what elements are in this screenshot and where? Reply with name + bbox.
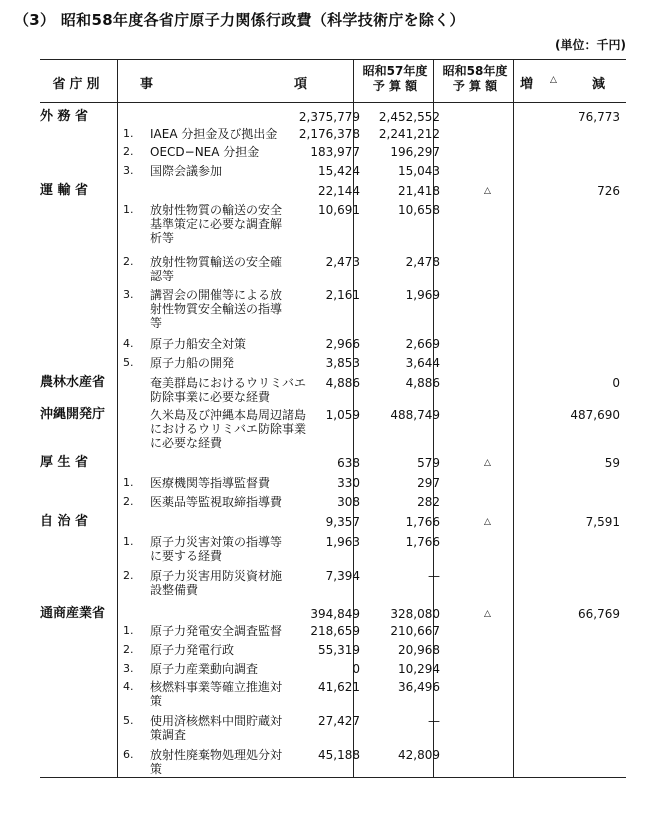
item-label: 原子力災害対策の指導等 に要する経費 — [150, 535, 283, 563]
fy57-value: 2,473 — [325, 255, 360, 269]
diff-value: 59 — [604, 456, 620, 470]
item-number: 5. — [123, 714, 134, 727]
ministry-cell: 運 輸 省 — [40, 183, 89, 198]
header-ministry: 省庁別 — [52, 77, 104, 92]
item-label: 原子力産業動向調査 — [150, 662, 259, 676]
fy57-value: 27,427 — [318, 714, 360, 728]
item-number: 2. — [123, 643, 134, 656]
fy58-value: 328,080 — [390, 607, 440, 621]
fy58-value: 2,669 — [405, 337, 440, 351]
fy57-value: 0 — [352, 662, 360, 676]
fy58-value: 282 — [417, 495, 440, 509]
fy57-value: 394,849 — [310, 607, 360, 621]
fy57-value: 55,319 — [318, 643, 360, 657]
item-number: 2. — [123, 145, 134, 158]
triangle-icon: △ — [484, 517, 491, 527]
item-label: 講習会の開催等による放 射性物質安全輸送の指導 等 — [150, 288, 283, 330]
ministry-cell: 外 務 省 — [40, 109, 89, 124]
divider — [117, 102, 118, 777]
fy57-value: 41,621 — [318, 680, 360, 694]
fy57-value: 2,176,378 — [298, 127, 360, 141]
item-number: 3. — [123, 164, 134, 177]
ministry-cell: 自 治 省 — [40, 514, 89, 529]
ministry-cell: 農林水産省 — [40, 375, 106, 390]
fy57-value: 3,853 — [325, 356, 360, 370]
item-label: 放射性物質輸送の安全確 認等 — [150, 255, 283, 283]
fy58-value: 488,749 — [390, 408, 440, 422]
item-number: 1. — [123, 127, 134, 140]
fy57-value: 2,161 — [325, 288, 360, 302]
fy57-value: 1,059 — [325, 408, 360, 422]
header-diff-left: 増 — [520, 77, 534, 92]
table-header — [40, 59, 626, 103]
item-label: 奄美群島におけるウリミバエ 防除事業に必要な経費 — [150, 376, 307, 404]
divider — [513, 60, 514, 102]
divider — [117, 60, 118, 102]
fy57-value: 15,424 — [318, 164, 360, 178]
unit-label: (単位：千円) — [555, 38, 626, 52]
fy57-value: 308 — [337, 495, 360, 509]
item-label: 放射性廃棄物処理処分対 策 — [150, 748, 283, 776]
fy57-value: 183,977 — [310, 145, 360, 159]
item-number: 3. — [123, 662, 134, 675]
header-fy57-top: 昭和57年度 — [362, 64, 428, 78]
fy58-value: 1,766 — [405, 515, 440, 529]
triangle-icon: △ — [484, 458, 491, 468]
fy57-value: 4,886 — [325, 376, 360, 390]
ministry-cell: 通商産業省 — [40, 606, 106, 621]
header-fy58 — [436, 64, 514, 106]
item-label: 原子力災害用防災資材施 設整備費 — [150, 569, 283, 597]
header-diff-right: 減 — [592, 77, 606, 92]
fy57-value: 2,966 — [325, 337, 360, 351]
fy58-value: 297 — [417, 476, 440, 490]
fy58-value: 15,043 — [398, 164, 440, 178]
diff-value: 726 — [597, 184, 620, 198]
fy58-value: 210,667 — [390, 624, 440, 638]
fy58-value: 42,809 — [398, 748, 440, 762]
fy58-value: 10,658 — [398, 203, 440, 217]
page-title: （3） 昭和58年度各省庁原子力関係行政費（科学技術庁を除く） — [14, 11, 465, 29]
diff-value: 7,591 — [585, 515, 620, 529]
fy57-value: 45,188 — [318, 748, 360, 762]
item-label: 国際会議参加 — [150, 164, 223, 178]
item-label: 原子力船の開発 — [150, 356, 235, 370]
divider — [513, 102, 514, 777]
fy57-value: 22,144 — [318, 184, 360, 198]
divider — [433, 60, 434, 102]
item-label: 放射性物質の輸送の安全 基準策定に必要な調査解 析等 — [150, 203, 283, 245]
triangle-icon: △ — [484, 186, 491, 196]
fy57-value: 218,659 — [310, 624, 360, 638]
diff-value: 0 — [612, 376, 620, 390]
triangle-icon: △ — [484, 609, 491, 619]
item-number: 1. — [123, 476, 134, 489]
fy58-value: 4,886 — [405, 376, 440, 390]
ministry-cell: 厚 生 省 — [40, 455, 89, 470]
divider — [353, 60, 354, 102]
item-number: 1. — [123, 535, 134, 548]
item-label: 原子力発電行政 — [150, 643, 235, 657]
item-label: 久米島及び沖縄本島周辺諸島 におけるウリミバエ防除事業 に必要な経費 — [150, 408, 307, 450]
triangle-icon: △ — [550, 75, 557, 85]
fy58-value: 1,969 — [405, 288, 440, 302]
item-label: 医薬品等監視取締指導費 — [150, 495, 283, 509]
fy57-value: 330 — [337, 476, 360, 490]
table-body — [40, 102, 626, 778]
fy57-value: 1,963 — [325, 535, 360, 549]
fy58-value: 2,241,212 — [378, 127, 440, 141]
fy58-value: — — [428, 569, 440, 583]
header-fy58-bottom: 予 算 額 — [452, 79, 498, 93]
item-number: 4. — [123, 680, 134, 693]
fy58-value: 36,496 — [398, 680, 440, 694]
item-number: 3. — [123, 288, 134, 301]
fy58-value: 1,766 — [405, 535, 440, 549]
item-number: 6. — [123, 748, 134, 761]
item-label: IAEA 分担金及び拠出金 — [150, 127, 278, 141]
fy58-value: 10,294 — [398, 662, 440, 676]
item-number: 1. — [123, 624, 134, 637]
fy58-value: 2,452,552 — [378, 110, 440, 124]
item-label: 原子力船安全対策 — [150, 337, 247, 351]
fy57-value: 638 — [337, 456, 360, 470]
fy58-value: 20,968 — [398, 643, 440, 657]
ministry-cell: 沖縄開発庁 — [40, 407, 106, 422]
fy57-value: 10,691 — [318, 203, 360, 217]
item-label: OECD−NEA 分担金 — [150, 145, 260, 159]
fy58-value: — — [428, 714, 440, 728]
item-number: 2. — [123, 495, 134, 508]
fy57-value: 9,357 — [325, 515, 360, 529]
fy58-value: 3,644 — [405, 356, 440, 370]
item-label: 核燃料事業等確立推進対 策 — [150, 680, 283, 708]
item-label: 医療機関等指導監督費 — [150, 476, 271, 490]
item-number: 2. — [123, 255, 134, 268]
diff-value: 487,690 — [570, 408, 620, 422]
fy58-value: 579 — [417, 456, 440, 470]
item-number: 1. — [123, 203, 134, 216]
item-number: 4. — [123, 337, 134, 350]
fy57-value: 7,394 — [325, 569, 360, 583]
item-number: 5. — [123, 356, 134, 369]
diff-value: 76,773 — [578, 110, 620, 124]
fy58-value: 2,478 — [405, 255, 440, 269]
item-number: 2. — [123, 569, 134, 582]
fy57-value: 2,375,779 — [298, 110, 360, 124]
header-item-right: 項 — [294, 77, 308, 92]
header-fy58-top: 昭和58年度 — [442, 64, 508, 78]
fy58-value: 196,297 — [390, 145, 440, 159]
fy58-value: 21,418 — [398, 184, 440, 198]
header-fy57 — [356, 64, 434, 106]
item-label: 使用済核燃料中間貯蔵対 策調査 — [150, 714, 283, 742]
header-fy57-bottom: 予 算 額 — [372, 79, 418, 93]
diff-value: 66,769 — [578, 607, 620, 621]
header-item-left: 事 — [140, 77, 154, 92]
item-label: 原子力発電安全調査監督 — [150, 624, 283, 638]
